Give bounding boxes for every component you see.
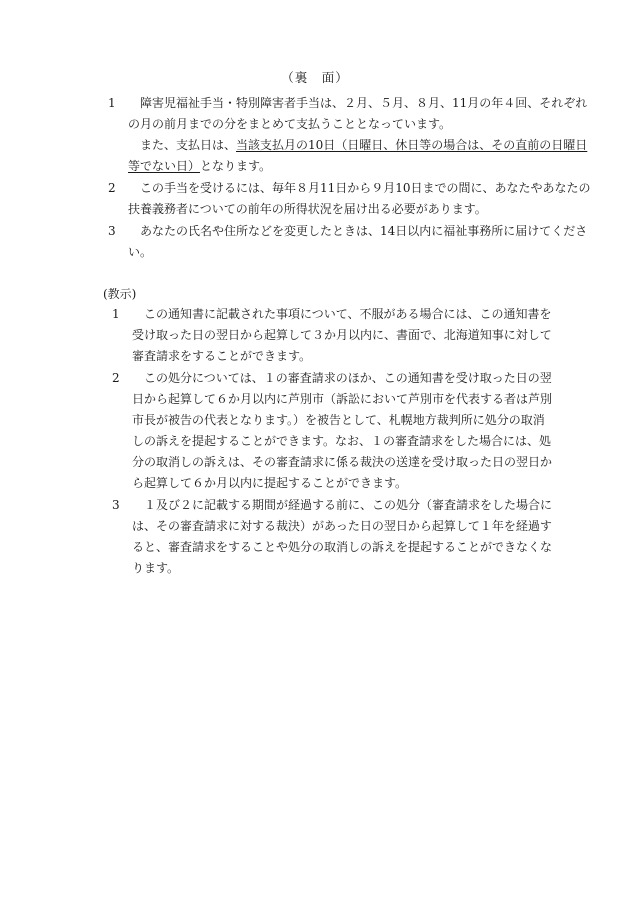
instruction-line: は、その審査請求に対する裁決）があった日の翌日から起算して１年を経過す: [132, 519, 552, 533]
instruction-line: この処分については、１の審査請求のほか、この通知書を受け取った日の翌: [144, 371, 552, 385]
note-item-3: [108, 221, 588, 263]
instruction-item-2: [112, 368, 582, 494]
instruction-line: 分の取消しの訴えは、その審査請求に係る裁決の送達を受け取った日の翌日か: [132, 455, 553, 469]
instruction-number: 3: [112, 498, 120, 512]
page-heading: （裏 面）: [281, 70, 349, 85]
instruction-section: [112, 304, 582, 580]
payment-day-underlined-2: 等でない日）: [128, 159, 201, 173]
instruction-line: 審査請求をすることができます。: [132, 349, 312, 363]
instruction-line: ら起算して６か月以内に提起することができます。: [132, 476, 408, 490]
instruction-line: ります。: [132, 561, 180, 575]
note-number: 3: [108, 224, 116, 238]
payment-day-line: [128, 135, 588, 156]
payment-day-post: となります。: [200, 159, 272, 173]
instruction-item-3: [112, 495, 582, 579]
instruction-number: 2: [112, 371, 120, 385]
instruction-line: 市長が被告の代表となります。）を被告として、札幌地方裁判所に処分の取消: [132, 413, 545, 427]
note-line: あなたの氏名や住所などを変更したときは、14日以内に福祉事務所に届けてくださ: [140, 224, 588, 238]
instruction-line: ると、審査請求をすることや処分の取消しの訴えを提起することができなくな: [132, 540, 553, 554]
note-line: 扶養義務者についての前年の所得状況を届け出る必要があります。: [128, 202, 487, 216]
instruction-line: しの訴えを提起することができます。なお、１の審査請求をした場合には、処: [132, 434, 552, 448]
instruction-line: 日から起算して６か月以内に芦別市（訴訟において芦別市を代表する者は芦別: [132, 392, 553, 406]
payment-day-pre: また、支払日は、: [140, 138, 237, 152]
note-line: この手当を受けるには、毎年８月11日から９月10日までの間に、あなたやあなたの: [140, 181, 591, 195]
instruction-line: この通知書に記載された事項について、不服がある場合には、この通知書を: [144, 307, 552, 321]
instruction-number: 1: [112, 307, 120, 321]
instruction-item-1: [112, 304, 582, 367]
note-item-1: [108, 93, 588, 177]
payment-day-underlined: 当該支払月の10日（日曜日、休日等の場合は、その直前の日曜日: [236, 138, 588, 152]
payment-day-line-2: [128, 156, 578, 177]
instruction-line: １及び２に記載する期間が経過する前に、この処分（審査請求をした場合に: [144, 498, 553, 512]
instruction-title: (教示): [103, 287, 137, 301]
note-number: 2: [108, 181, 116, 195]
instruction-line: 受け取った日の翌日から起算して３か月以内に、書面で、北海道知事に対して: [132, 328, 552, 342]
note-line: 障害児福祉手当・特別障害者手当は、２月、５月、８月、11月の年４回、それぞれ: [140, 96, 588, 110]
notes-section: [108, 93, 591, 264]
note-item-2: [108, 178, 591, 220]
note-number: 1: [108, 96, 116, 110]
note-line: い。: [128, 245, 153, 259]
note-line: の月の前月までの分をまとめて支払うこととなっています。: [128, 117, 452, 131]
